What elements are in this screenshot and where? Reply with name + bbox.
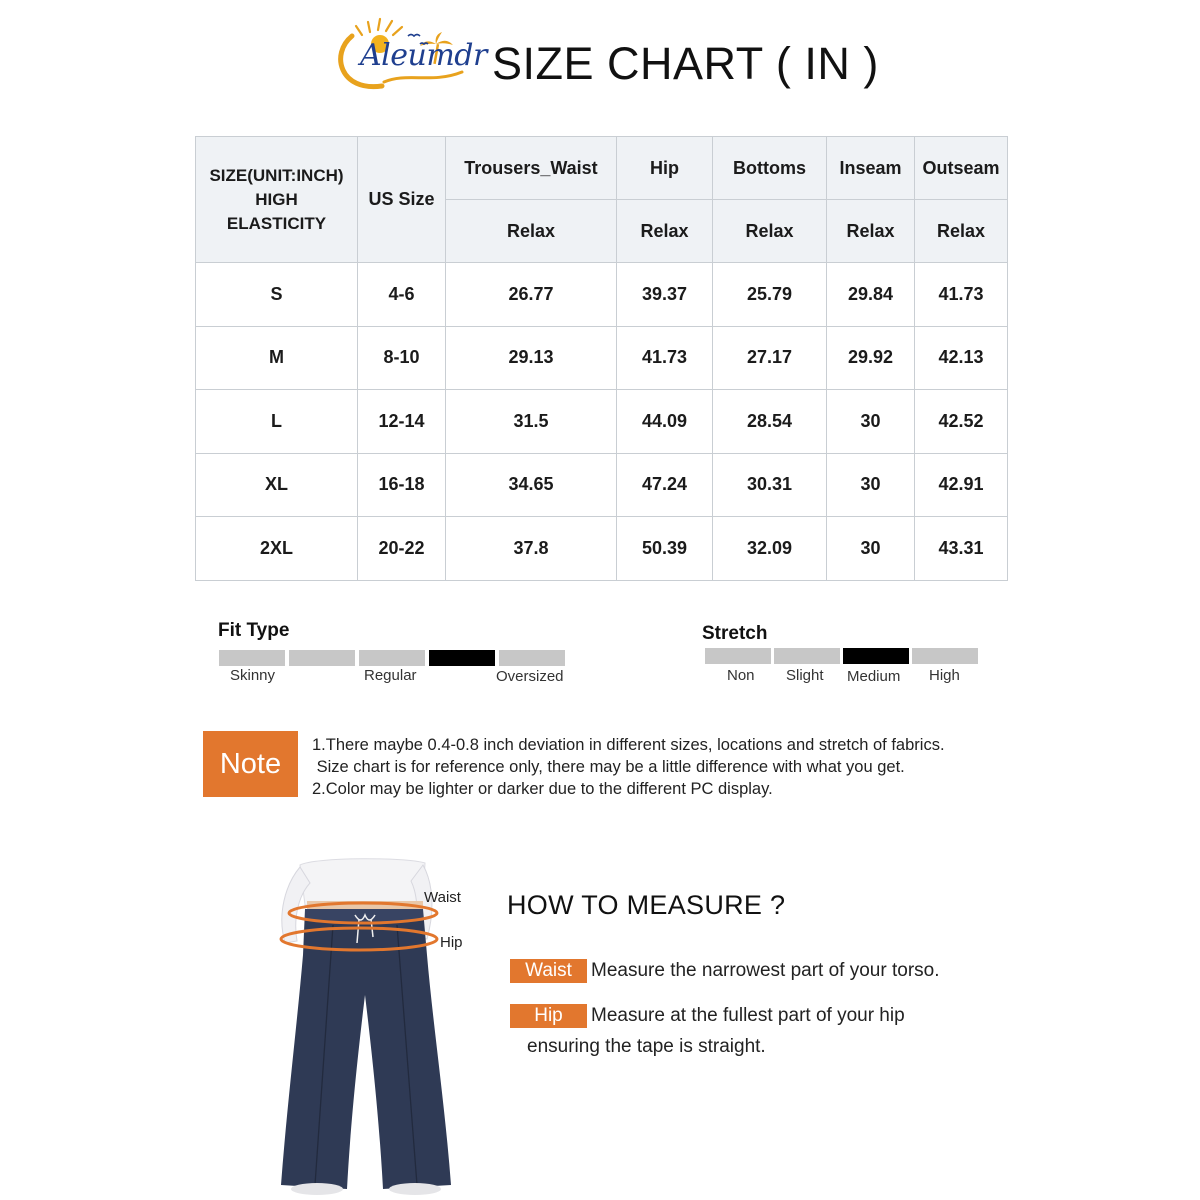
stretch-title: Stretch (702, 623, 768, 644)
value-cell: 25.79 (713, 263, 827, 327)
table-row (196, 517, 1008, 581)
table-row (196, 263, 1008, 327)
value-cell: 30 (827, 517, 915, 581)
fit-type-label-oversized: Oversized (496, 668, 564, 685)
stretch-label-non: Non (727, 667, 755, 684)
value-cell: 47.24 (617, 453, 713, 517)
value-cell: 42.52 (915, 390, 1008, 454)
fit-type-segment (289, 650, 355, 666)
waist-tag: Waist (510, 959, 587, 983)
model-pants-illustration-icon (255, 855, 485, 1195)
us-size-cell: 4-6 (358, 263, 446, 327)
fit-label-cell: Relax (915, 200, 1008, 263)
value-cell: 39.37 (617, 263, 713, 327)
value-cell: 42.13 (915, 326, 1008, 390)
value-cell: 43.31 (915, 517, 1008, 581)
header-bottoms: Bottoms (713, 137, 827, 200)
corner-line-2: HIGH (255, 189, 298, 209)
value-cell: 44.09 (617, 390, 713, 454)
us-size-header: US Size (358, 137, 446, 263)
hip-tag: Hip (510, 1004, 587, 1028)
stretch-segment (912, 648, 978, 664)
us-size-cell: 20-22 (358, 517, 446, 581)
value-cell: 30 (827, 453, 915, 517)
header-outseam: Outseam (915, 137, 1008, 200)
fit-type-title: Fit Type (218, 620, 290, 641)
hip-instruction: Measure at the fullest part of your hip (591, 1005, 905, 1026)
fit-label-cell: Relax (617, 200, 713, 263)
value-cell: 30 (827, 390, 915, 454)
value-cell: 32.09 (713, 517, 827, 581)
value-cell: 34.65 (446, 453, 617, 517)
size-chart-table (195, 136, 1008, 581)
table-row (196, 390, 1008, 454)
figure-hip-label: Hip (440, 934, 463, 951)
corner-header-cell (196, 137, 358, 263)
value-cell: 29.13 (446, 326, 617, 390)
fit-type-segment (219, 650, 285, 666)
table-row (196, 326, 1008, 390)
stretch-segment (705, 648, 771, 664)
stretch-label-medium: Medium (847, 668, 901, 685)
figure-waist-label: Waist (424, 889, 461, 906)
stretch-label-high: High (929, 667, 960, 684)
value-cell: 28.54 (713, 390, 827, 454)
page-title: SIZE CHART ( IN ) (492, 38, 879, 89)
fit-label-cell: Relax (446, 200, 617, 263)
size-cell: XL (196, 453, 358, 517)
fit-type-label-regular: Regular (364, 667, 417, 684)
note-line-3: 2.Color may be lighter or darker due to the different PC display. (312, 780, 773, 798)
stretch-label-slight: Slight (786, 667, 824, 684)
header-inseam: Inseam (827, 137, 915, 200)
how-to-measure-title: HOW TO MEASURE ? (507, 890, 786, 920)
corner-line-1: SIZE(UNIT:INCH) (209, 165, 344, 185)
value-cell: 27.17 (713, 326, 827, 390)
fit-type-segment (499, 650, 565, 666)
note-line-2: Size chart is for reference only, there may be a little difference with what you get. (312, 758, 905, 776)
brand-name: Aleumdr (360, 38, 487, 73)
value-cell: 30.31 (713, 453, 827, 517)
header-hip: Hip (617, 137, 713, 200)
stretch-segment (843, 648, 909, 664)
value-cell: 42.91 (915, 453, 1008, 517)
value-cell: 41.73 (617, 326, 713, 390)
note-badge: Note (203, 731, 298, 797)
value-cell: 37.8 (446, 517, 617, 581)
size-cell: M (196, 326, 358, 390)
fit-type-label-skinny: Skinny (230, 667, 276, 684)
fit-type-segment (359, 650, 425, 666)
size-cell: S (196, 263, 358, 327)
value-cell: 29.84 (827, 263, 915, 327)
fit-label-cell: Relax (713, 200, 827, 263)
value-cell: 26.77 (446, 263, 617, 327)
us-size-cell: 16-18 (358, 453, 446, 517)
fit-type-segment (429, 650, 495, 666)
size-cell: L (196, 390, 358, 454)
stretch-segment (774, 648, 840, 664)
size-cell: 2XL (196, 517, 358, 581)
note-line-1: 1.There maybe 0.4-0.8 inch deviation in different sizes, locations and stretch of fabrics. (312, 736, 945, 754)
value-cell: 31.5 (446, 390, 617, 454)
value-cell: 41.73 (915, 263, 1008, 327)
corner-line-3: ELASTICITY (226, 213, 327, 233)
us-size-cell: 12-14 (358, 390, 446, 454)
value-cell: 29.92 (827, 326, 915, 390)
value-cell: 50.39 (617, 517, 713, 581)
header-trousers-waist: Trousers_Waist (446, 137, 617, 200)
table-row (196, 453, 1008, 517)
waist-instruction: Measure the narrowest part of your torso. (591, 960, 940, 981)
us-size-cell: 8-10 (358, 326, 446, 390)
hip-instruction-continued: ensuring the tape is straight. (527, 1036, 766, 1057)
fit-label-cell: Relax (827, 200, 915, 263)
